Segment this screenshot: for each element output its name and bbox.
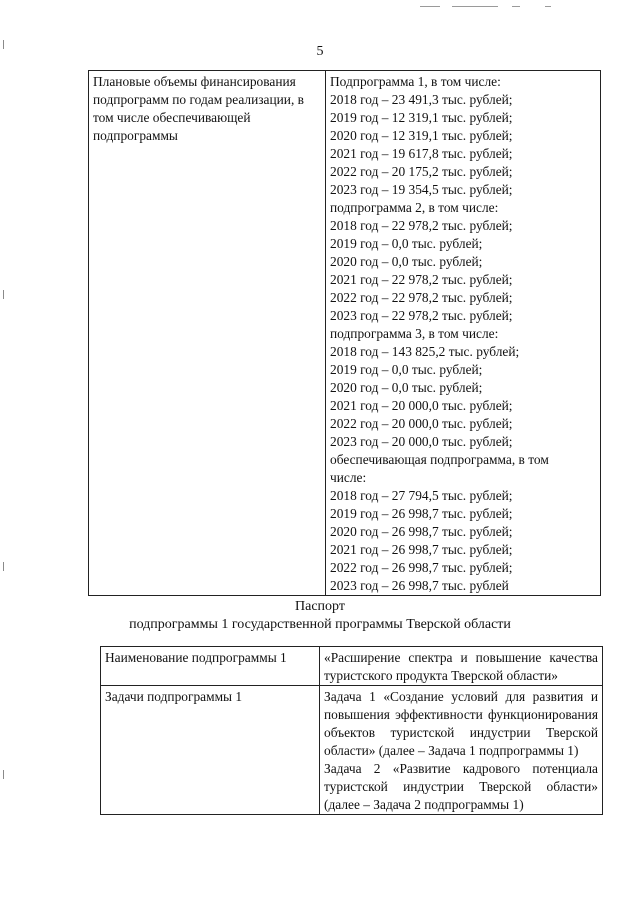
funding-line: 2021 год – 19 617,8 тыс. рублей; xyxy=(330,146,513,161)
task-1-text: Задача 1 «Создание условий для развития и повышения эффективности функционирования объектов туристской индустрии Тверской области» (далее – Задача 1 подпрограммы 1) xyxy=(324,689,598,758)
funding-lines xyxy=(330,73,596,595)
scan-mark-top xyxy=(420,6,440,7)
passport-row-name xyxy=(101,647,603,686)
funding-line: 2019 год – 26 998,7 тыс. рублей; xyxy=(330,506,513,521)
funding-line: 2023 год – 26 998,7 тыс. рублей xyxy=(330,578,509,593)
passport-tasks-value xyxy=(320,686,603,815)
funding-line: 2023 год – 20 000,0 тыс. рублей; xyxy=(330,434,513,449)
funding-line: 2021 год – 26 998,7 тыс. рублей; xyxy=(330,542,513,557)
funding-line: 2023 год – 22 978,2 тыс. рублей; xyxy=(330,308,513,323)
funding-line: подпрограмма 3, в том числе: xyxy=(330,326,499,341)
funding-line: 2020 год – 12 319,1 тыс. рублей; xyxy=(330,128,513,143)
funding-line: 2020 год – 26 998,7 тыс. рублей; xyxy=(330,524,513,539)
funding-line: 2018 год – 143 825,2 тыс. рублей; xyxy=(330,344,520,359)
funding-table xyxy=(88,70,601,596)
funding-line: 2018 год – 27 794,5 тыс. рублей; xyxy=(330,488,513,503)
funding-line: 2018 год – 22 978,2 тыс. рублей; xyxy=(330,218,513,233)
funding-line: 2020 год – 0,0 тыс. рублей; xyxy=(330,254,483,269)
funding-line: 2019 год – 0,0 тыс. рублей; xyxy=(330,236,483,251)
passport-title xyxy=(0,598,640,634)
page-number: 5 xyxy=(316,44,324,59)
funding-line: 2021 год – 20 000,0 тыс. рублей; xyxy=(330,398,513,413)
passport-name-value: «Расширение спектра и повышение качества туристского продукта Тверской области» xyxy=(320,647,603,686)
funding-values xyxy=(326,71,601,596)
funding-line: 2018 год – 23 491,3 тыс. рублей; xyxy=(330,92,513,107)
task-2-text: Задача 2 «Развитие кадрового потенциала туристской индустрии Тверской области» (далее – Задача 2 подпрограммы 1) xyxy=(324,761,598,812)
funding-row xyxy=(89,71,601,596)
scan-mark-top xyxy=(452,6,498,7)
funding-line: обеспечивающая подпрограмма, в том xyxy=(330,452,549,467)
funding-line: 2022 год – 26 998,7 тыс. рублей; xyxy=(330,560,513,575)
scan-mark-top xyxy=(545,6,551,7)
funding-line: 2019 год – 0,0 тыс. рублей; xyxy=(330,362,483,377)
funding-label: Плановые объемы финансирования подпрограмм по годам реализации, в том числе обеспечивающей подпрограммы xyxy=(89,71,326,596)
passport-name-label: Наименование подпрограммы 1 xyxy=(101,647,320,686)
scan-edge-mark xyxy=(3,290,4,299)
funding-line: 2022 год – 20 000,0 тыс. рублей; xyxy=(330,416,513,431)
passport-subheading: подпрограммы 1 государственной программы Тверской области xyxy=(129,617,511,632)
funding-line: подпрограмма 2, в том числе: xyxy=(330,200,499,215)
passport-tasks-label: Задачи подпрограммы 1 xyxy=(101,686,320,815)
scan-edge-mark xyxy=(3,562,4,571)
funding-line: 2020 год – 0,0 тыс. рублей; xyxy=(330,380,483,395)
funding-line: 2019 год – 12 319,1 тыс. рублей; xyxy=(330,110,513,125)
passport-heading: Паспорт xyxy=(295,599,345,614)
funding-line: числе: xyxy=(330,470,367,485)
funding-line: 2022 год – 22 978,2 тыс. рублей; xyxy=(330,290,513,305)
passport-table xyxy=(100,646,603,815)
scan-mark-top xyxy=(512,6,520,7)
funding-line: 2022 год – 20 175,2 тыс. рублей; xyxy=(330,164,513,179)
passport-row-tasks xyxy=(101,686,603,815)
funding-line: 2021 год – 22 978,2 тыс. рублей; xyxy=(330,272,513,287)
scan-edge-mark xyxy=(3,770,4,779)
funding-line: Подпрограмма 1, в том числе: xyxy=(330,74,501,89)
funding-line: 2023 год – 19 354,5 тыс. рублей; xyxy=(330,182,513,197)
